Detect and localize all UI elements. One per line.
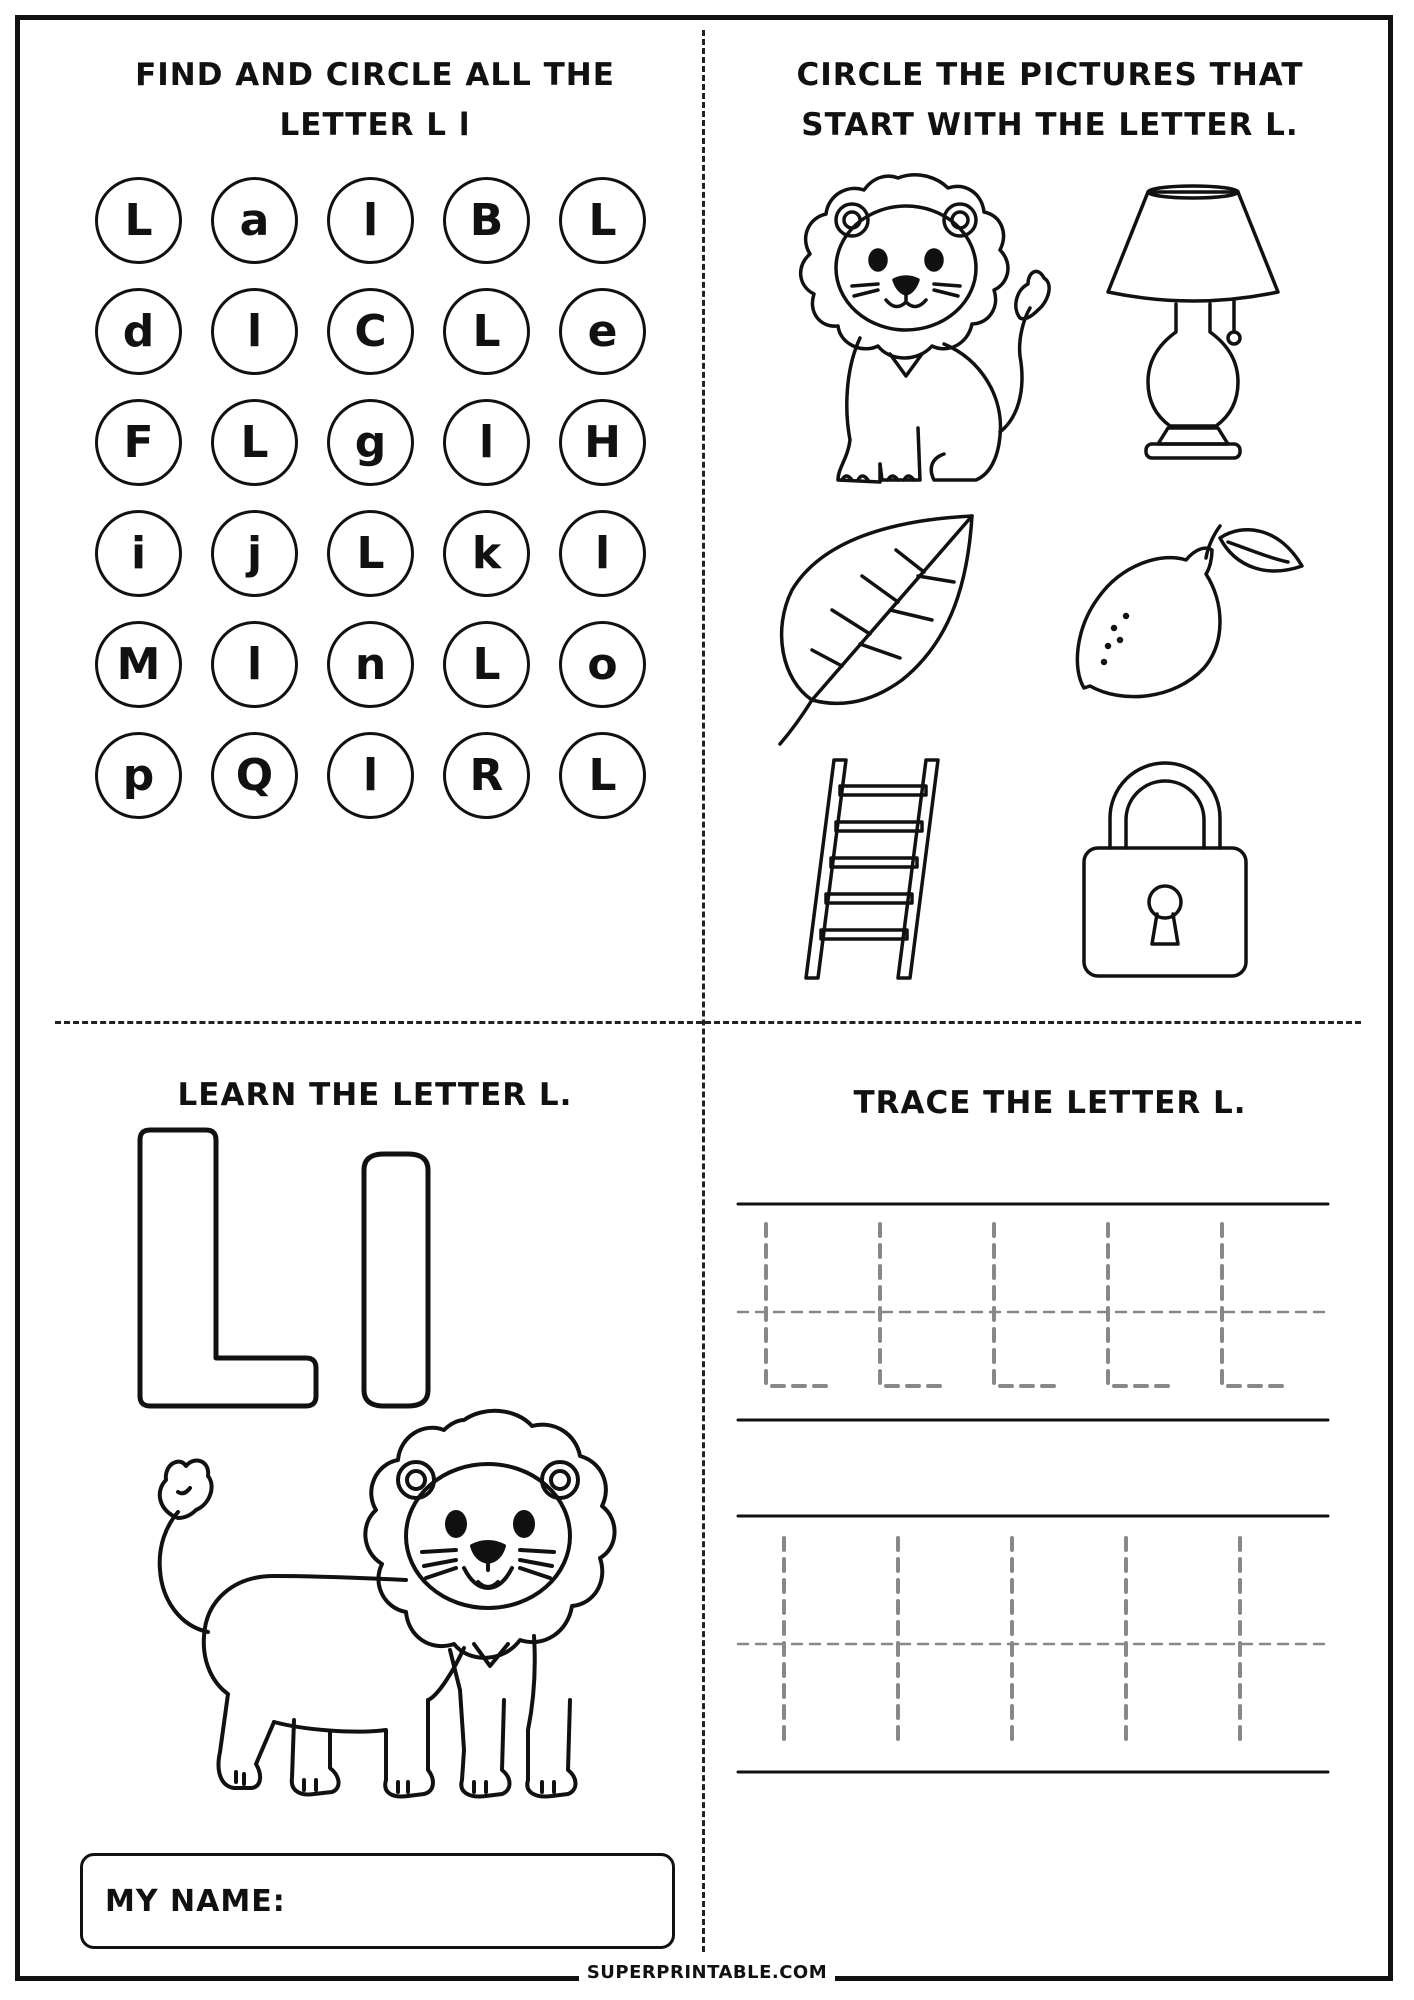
lion-icon bbox=[768, 168, 1048, 498]
trace-uppercase-l bbox=[1108, 1224, 1170, 1386]
letter-bubble[interactable]: C bbox=[327, 288, 414, 375]
ladder-icon bbox=[806, 752, 956, 982]
leaf-icon bbox=[772, 510, 982, 750]
lock-icon bbox=[1080, 762, 1250, 982]
letter-bubble[interactable]: Q bbox=[211, 732, 298, 819]
letter-bubble[interactable]: a bbox=[211, 177, 298, 264]
circle-pictures-title-line1: CIRCLE THE PICTURES THAT bbox=[796, 57, 1304, 93]
tracing-area[interactable] bbox=[738, 1180, 1328, 1800]
letter-bubble[interactable]: R bbox=[443, 732, 530, 819]
tracing-lines bbox=[738, 1180, 1328, 1800]
trace-letter-title: TRACE THE LETTER L. bbox=[853, 1085, 1247, 1121]
ladder-picture[interactable] bbox=[806, 752, 956, 986]
leaf-picture[interactable] bbox=[772, 510, 982, 754]
find-letter-title-line2: LETTER L l bbox=[279, 107, 471, 143]
letter-bubble[interactable]: L bbox=[95, 177, 182, 264]
letter-bubble[interactable]: p bbox=[95, 732, 182, 819]
find-letter-title-line1: FIND AND CIRCLE ALL THE bbox=[135, 57, 615, 93]
lemon-picture[interactable] bbox=[1074, 518, 1314, 702]
vertical-cut-line bbox=[702, 30, 705, 1952]
letter-bubble[interactable]: o bbox=[559, 621, 646, 708]
letter-bubble[interactable]: L bbox=[559, 732, 646, 819]
letter-grid bbox=[95, 177, 665, 819]
name-field[interactable] bbox=[80, 1853, 675, 1949]
letter-bubble[interactable]: d bbox=[95, 288, 182, 375]
footer-site bbox=[0, 1962, 1414, 1983]
find-letter-title bbox=[60, 50, 690, 150]
lamp-picture[interactable] bbox=[1088, 182, 1298, 476]
letter-bubble[interactable]: k bbox=[443, 510, 530, 597]
letter-bubble[interactable]: e bbox=[559, 288, 646, 375]
outline-lowercase-l bbox=[364, 1154, 428, 1406]
lemon-icon bbox=[1074, 518, 1314, 698]
letter-bubble[interactable]: l bbox=[327, 177, 414, 264]
outline-uppercase-l bbox=[140, 1130, 316, 1406]
letter-bubble[interactable]: L bbox=[327, 510, 414, 597]
lamp-icon bbox=[1088, 182, 1298, 472]
horizontal-cut-line bbox=[55, 1021, 1361, 1024]
trace-uppercase-l bbox=[994, 1224, 1056, 1386]
letter-bubble[interactable]: B bbox=[443, 177, 530, 264]
letter-bubble[interactable]: L bbox=[211, 399, 298, 486]
trace-uppercase-l bbox=[880, 1224, 942, 1386]
trace-uppercase-l bbox=[766, 1224, 828, 1386]
letter-bubble[interactable]: l bbox=[211, 621, 298, 708]
letter-bubble[interactable]: g bbox=[327, 399, 414, 486]
learn-letter-title: LEARN THE LETTER L. bbox=[177, 1077, 573, 1113]
letter-bubble[interactable]: n bbox=[327, 621, 414, 708]
letter-bubble[interactable]: j bbox=[211, 510, 298, 597]
footer-text: SUPERPRINTABLE.COM bbox=[579, 1962, 835, 1983]
letter-bubble[interactable]: i bbox=[95, 510, 182, 597]
letter-bubble[interactable]: l bbox=[559, 510, 646, 597]
letter-bubble[interactable]: F bbox=[95, 399, 182, 486]
name-label: MY NAME: bbox=[105, 1883, 286, 1919]
letter-bubble[interactable]: L bbox=[443, 621, 530, 708]
letter-bubble[interactable]: L bbox=[559, 177, 646, 264]
lion-picture[interactable] bbox=[768, 168, 1048, 502]
letter-bubble[interactable]: l bbox=[327, 732, 414, 819]
circle-pictures-title bbox=[740, 50, 1360, 150]
lion-icon bbox=[124, 1400, 644, 1840]
lock-picture[interactable] bbox=[1080, 762, 1250, 986]
lion-illustration bbox=[124, 1400, 644, 1844]
letter-bubble[interactable]: H bbox=[559, 399, 646, 486]
letter-bubble[interactable]: M bbox=[95, 621, 182, 708]
letter-bubble[interactable]: l bbox=[211, 288, 298, 375]
letter-bubble[interactable]: L bbox=[443, 288, 530, 375]
letter-bubble[interactable]: l bbox=[443, 399, 530, 486]
circle-pictures-title-line2: START WITH THE LETTER L. bbox=[801, 107, 1299, 143]
trace-uppercase-l bbox=[1222, 1224, 1284, 1386]
